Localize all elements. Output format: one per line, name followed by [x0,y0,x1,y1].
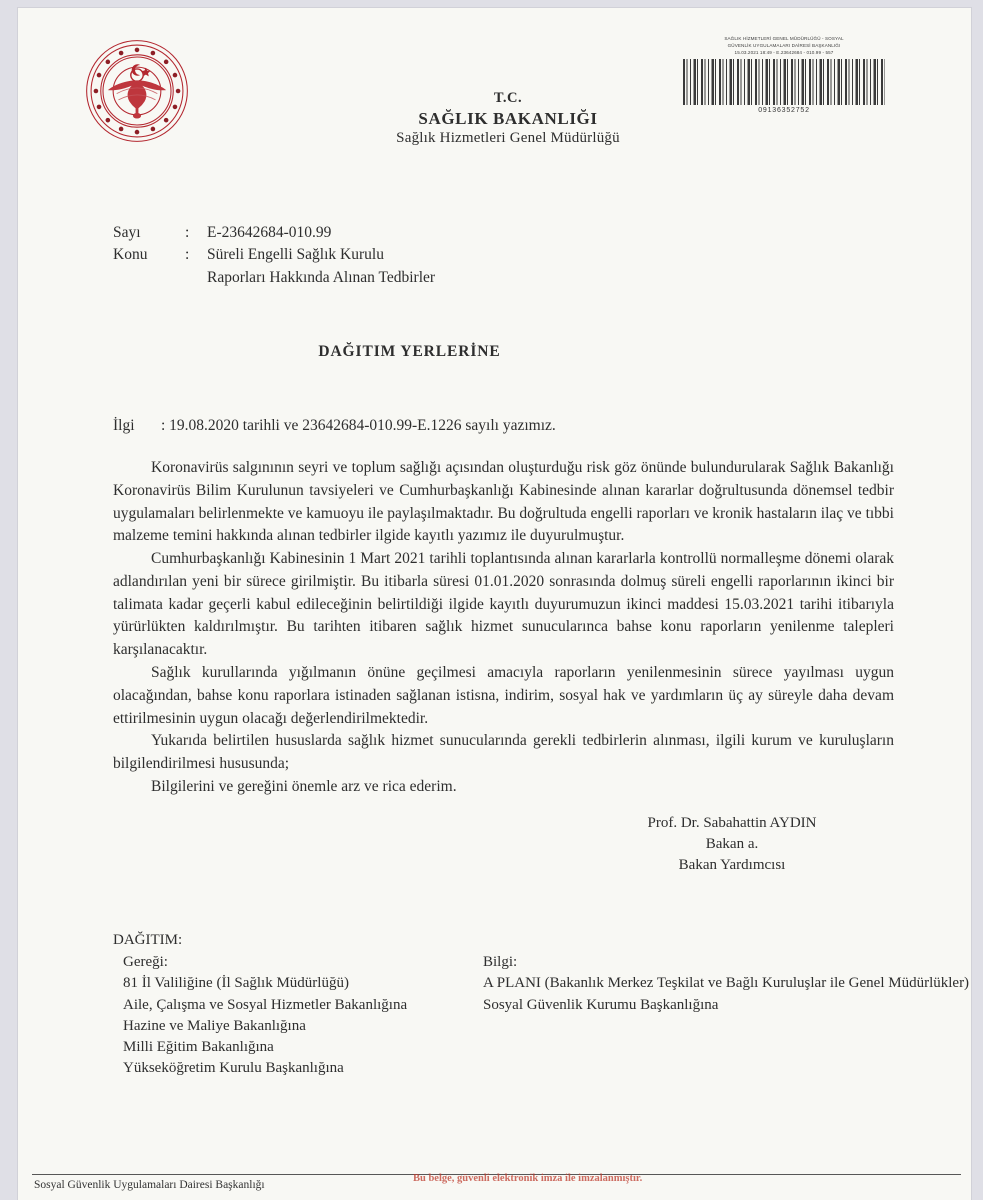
barcode-number: 09136352752 [758,106,810,114]
signatory-title-1: Bakan a. [705,835,759,852]
document-title-block [298,90,718,148]
barcode-meta-line2: GÜVENLİK UYGULAMALARI DAİRESİ BAŞKANLIĞI [727,42,841,48]
title-tc: T.C. [493,90,523,106]
list-item: 81 İl Valiliğine (İl Sağlık Müdürlüğü) [123,975,349,992]
sayi-value: E-23642684-010.99 [207,224,332,241]
sayi-label: Sayı [113,224,141,241]
signatory-title-2: Bakan Yardımcısı [678,856,786,873]
barcode-meta-line3: 15.03.2021 18:49 - E.23642684 - 010.99 - 557 [734,49,834,55]
konu-label: Konu [113,246,148,264]
footer-secure-signature-note: Bu belge, güvenli elektronik imza ile imzalanmıştır. [413,1173,643,1184]
meta-row-konu [113,244,971,266]
list-item: Yükseköğretim Kurulu Başkanlığına [123,1060,344,1077]
distribution-title: DAĞITIM: [113,931,183,948]
document-header [18,8,971,176]
konu-colon: : [185,246,190,264]
tc-saglik-bakanligi-emblem-icon [84,38,190,144]
body-paragraph-1: Koronavirüs salgınının seyri ve toplum sağlığı açısından oluşturduğu risk göz önünde bulundurularak Sağlık Bakanlığı Koronavirüs Bilim Kurulunun tavsiyeleri ve Cumhurbaşkanlığı Kabinesinde alınan kararlar doğrultusunda dönemsel tedbir uygulamaları belirlenmekte ve kamuoyu ile paylaşılmaktadır. Bu doğrultuda engelli raporları ve kronik hastaların ilaç ve tıbbi malzeme temini hakkında alınan tedbirler ilgide kayıtlı yazımız ile duyurulmuştur. [113,458,894,545]
ilgi-block [113,417,971,435]
sayi-colon: : [185,224,190,241]
distribution-column-geregi [123,952,483,1080]
distribution-block [113,930,971,1080]
signature-block [567,813,897,876]
body-paragraph-5: Bilgilerini ve gereğini önemle arz ve rica ederim. [151,777,457,795]
ilgi-value: : 19.08.2020 tarihli ve 23642684-010.99-E.1226 sayılı yazımız. [161,416,556,434]
meta-row-sayi [113,222,971,244]
body-paragraph-3: Sağlık kurullarında yığılmanın önüne geçilmesi amacıyla raporların yenilenmesinin sürece yayılması uygun olacağından, bahse konu raporlara istinaden sağlanan istisna, indirim, sosyal hak ve yardımların üç ay süreyle daha devam ettirilmesinin uygun olacağı değerlendirilmektedir. [113,663,894,727]
document-meta-block [113,222,971,289]
title-ministry: SAĞLIK BAKANLIĞI [418,108,598,128]
barcode-icon [683,59,885,105]
distribution-column-bilgi [483,952,971,1080]
list-item: Hazine ve Maliye Bakanlığına [123,1017,306,1034]
signatory-name: Prof. Dr. Sabahattin AYDIN [647,814,817,831]
distribution-columns [123,952,971,1080]
geregi-label: Gereği: [123,953,168,970]
document-body [113,457,894,799]
bilgi-label: Bilgi: [483,953,518,970]
list-item: Milli Eğitim Bakanlığına [123,1039,274,1056]
document-page [18,8,971,1200]
list-item: Sosyal Güvenlik Kurumu Başkanlığına [483,996,719,1013]
body-paragraph-4: Yukarıda belirtilen hususlarda sağlık hizmet sunucularında gerekli tedbirlerin alınması, ilgili kurum ve kuruluşların bilgilendirilmesi hususunda; [113,732,894,773]
list-item: A PLANI (Bakanlık Merkez Teşkilat ve Bağlı Kuruluşlar ile Genel Müdürlükler) [483,975,970,992]
recipient-heading: DAĞITIM YERLERİNE [318,342,501,360]
konu-value-line1: Süreli Engelli Sağlık Kurulu [207,246,384,264]
title-department: Sağlık Hizmetleri Genel Müdürlüğü [396,130,620,147]
footer-office: Sosyal Güvenlik Uygulamaları Dairesi Başkanlığı [34,1179,265,1191]
document-footer [18,1166,971,1200]
body-paragraph-2: Cumhurbaşkanlığı Kabinesinin 1 Mart 2021 tarihli toplantısında alınan kararlarla kontrollü normalleşme dönemi olarak adlandırılan yeni bir sürece girilmiştir. Bu itibarla süresi 01.01.2020 sonrasında dolmuş süreli engelli raporlarının ikinci bir talimata kadar geçerli kabul edileceğinin belirtildiği ilgide kayıtlı duyurumuzun ikinci maddesi 15.03.2021 tarihi itibarıyla yürürlükten kaldırılmıştır. Bu tarihten itibaren sağlık hizmet sunucularınca bahse konu raporların yenilenme talepleri karşılanacaktır. [113,550,894,659]
ilgi-label: İlgi [113,416,135,434]
konu-value-line2: Raporları Hakkında Alınan Tedbirler [207,268,436,286]
list-item: Aile, Çalışma ve Sosyal Hizmetler Bakanlığına [123,996,408,1013]
barcode-meta-line1: SAĞLIK HİZMETLERİ GENEL MÜDÜRLÜĞÜ - SOSYAL [724,36,844,41]
barcode-stamp [683,36,885,114]
